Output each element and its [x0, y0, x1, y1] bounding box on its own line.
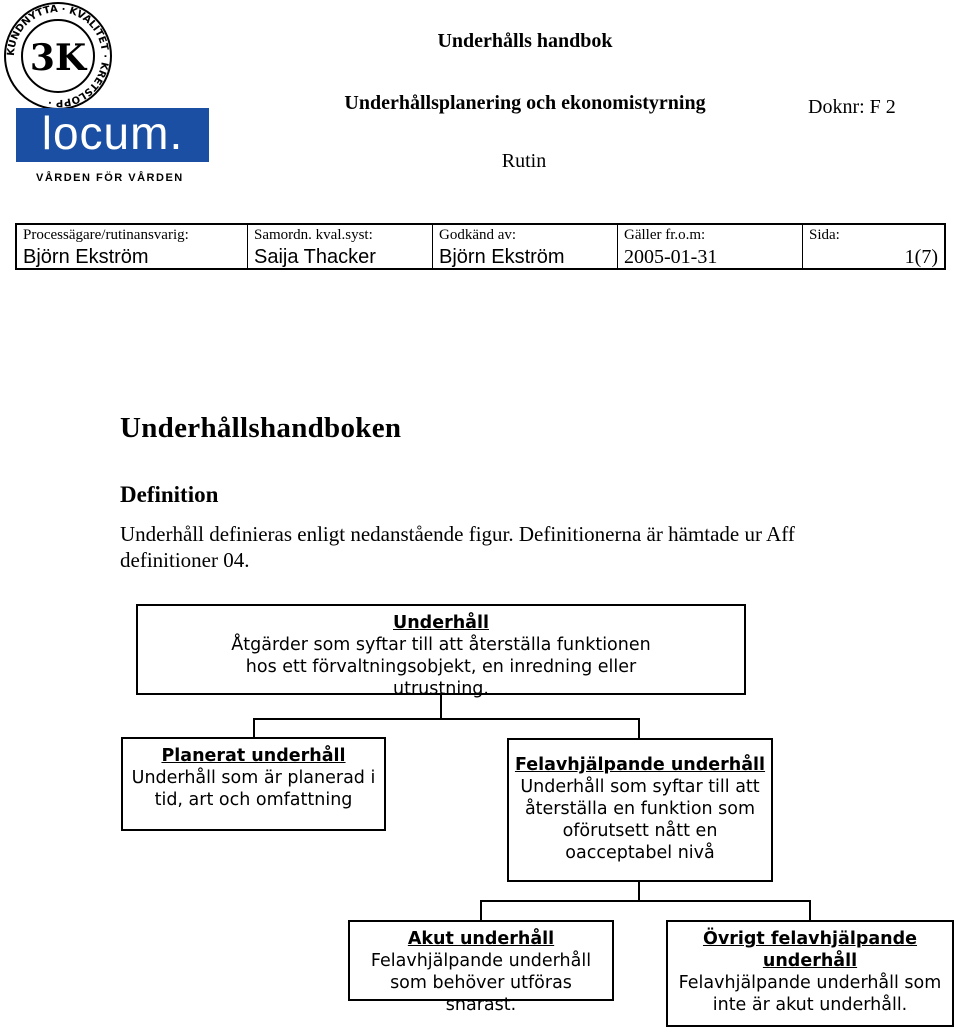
definition-paragraph: Underhåll definieras enligt nedanstående figur. Definitionerna är hämtade ur Aff definitioner 04. — [120, 522, 795, 572]
box-text: Åtgärder som syftar till att återställa funktionen hos ett förvaltningsobjekt, en inredning eller utrustning. — [231, 635, 651, 699]
section-subheading: Definition — [120, 482, 219, 507]
document-number: Doknr: F 2 — [808, 96, 896, 118]
section-heading: Underhållshandboken — [120, 412, 402, 444]
box-text: Underhåll som är planerad i tid, art och omfattning — [131, 768, 376, 810]
page-label: Sida: — [809, 227, 840, 243]
box-text: Felavhjälpande underhåll som inte är akut underhåll. — [678, 973, 942, 1015]
box-text: Felavhjälpande underhåll som behöver utföras snarast. — [370, 951, 592, 1015]
box-title: Underhåll — [393, 613, 489, 633]
diagram-box-acute — [348, 920, 614, 1015]
page-value: 1(7) — [904, 246, 938, 268]
box-text: Underhåll som syftar till att återställa en funktion som oförutsett nått en oacceptabel nivå — [520, 777, 760, 863]
document-type: Rutin — [501, 150, 547, 172]
box-title: Felavhjälpande underhåll — [514, 755, 766, 775]
document-title: Underhålls handbok — [437, 30, 613, 52]
diagram-box-corrective — [507, 738, 773, 882]
diagram-box-other — [666, 920, 954, 1027]
box-title: Övrigt felavhjälpande underhåll — [702, 929, 918, 971]
connector-corrective-down — [638, 880, 640, 902]
valid-from-label: Gäller fr.o.m: — [624, 227, 706, 243]
box-title: Planerat underhåll — [161, 746, 346, 766]
coordinator-label: Samordn. kval.syst: — [254, 227, 373, 243]
valid-from-cell — [618, 225, 803, 268]
connector-to-other — [809, 900, 811, 921]
approved-value: Björn Ekström — [439, 246, 565, 268]
valid-from-value: 2005-01-31 — [624, 246, 718, 268]
svg-text:3K: 3K — [29, 37, 87, 79]
metadata-table — [15, 223, 946, 270]
coordinator-cell — [248, 225, 433, 268]
approved-label: Godkänd av: — [439, 227, 517, 243]
process-owner-cell — [17, 225, 248, 268]
brand-tagline: VÅRDEN FÖR VÅRDEN — [36, 172, 184, 184]
process-owner-value: Björn Ekström — [23, 246, 149, 268]
diagram-box-planned — [121, 737, 386, 831]
diagram-box-maintenance — [136, 604, 746, 699]
connector-to-corrective — [638, 718, 640, 739]
connector-level2-horizontal — [480, 900, 811, 902]
brand-logo: locum. — [41, 107, 184, 159]
coordinator-value: Saija Thacker — [254, 246, 376, 268]
page-cell — [803, 225, 944, 268]
connector-level1-horizontal — [253, 718, 640, 720]
process-owner-label: Processägare/rutinansvarig: — [23, 227, 189, 243]
connector-to-acute — [480, 900, 482, 921]
quality-seal-logo — [2, 0, 114, 112]
connector-to-planned — [253, 718, 255, 738]
document-subtitle: Underhållsplanering och ekonomistyrning — [344, 92, 706, 114]
svg-text:KUNDNYTTA · KVALITET · KRETSLO: KUNDNYTTA · KVALITET · KRETSLOPP · — [5, 3, 111, 109]
box-title: Akut underhåll — [407, 929, 555, 949]
approved-cell — [433, 225, 618, 268]
